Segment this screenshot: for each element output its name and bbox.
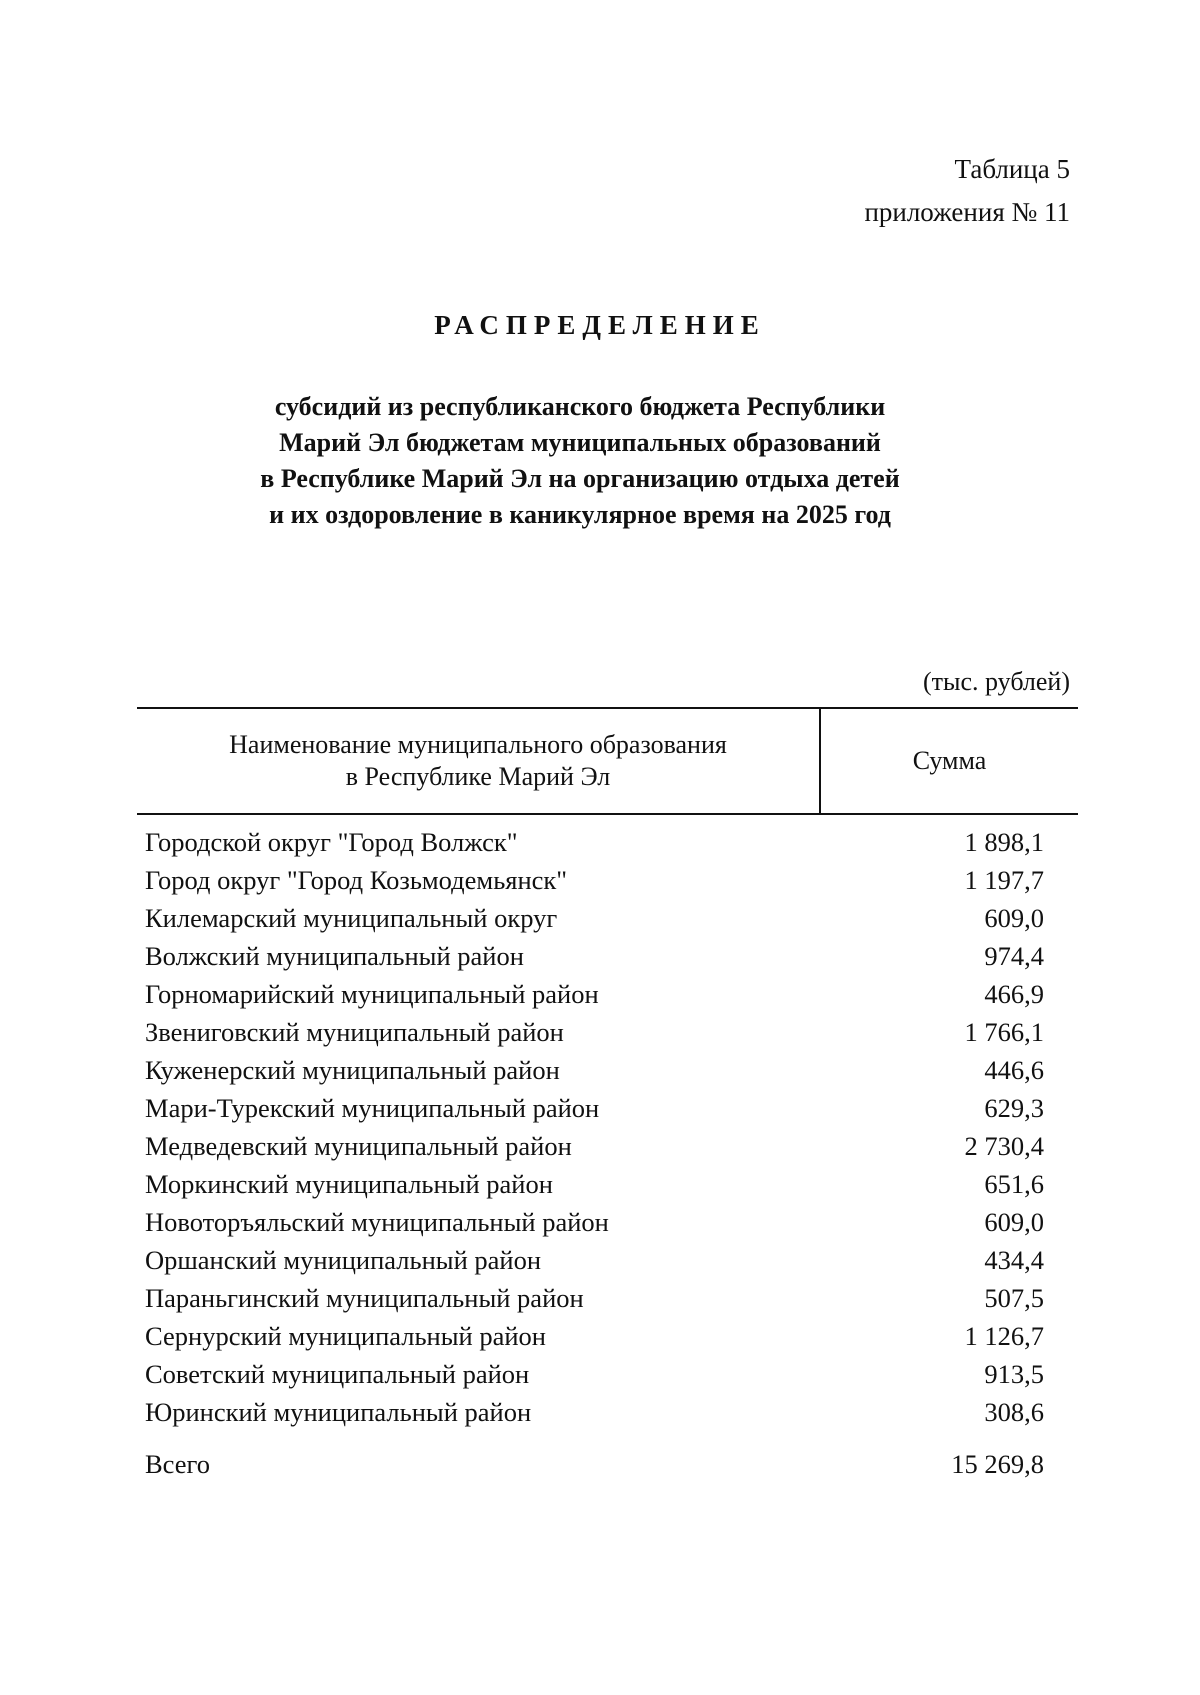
table-row — [137, 975, 1078, 1013]
table-row — [137, 1127, 1078, 1165]
amount-value: 434,4 — [984, 1245, 1044, 1275]
municipality-name: Горномарийский муниципальный район — [145, 979, 599, 1009]
municipality-name: Оршанский муниципальный район — [145, 1245, 542, 1275]
municipality-name: Новоторъяльский муниципальный район — [145, 1207, 609, 1237]
municipality-name: Моркинский муниципальный район — [145, 1169, 553, 1199]
document-title: РАСПРЕДЕЛЕНИЕ — [434, 310, 766, 340]
amount-value: 913,5 — [984, 1359, 1044, 1389]
header-name-line: в Республике Марий Эл — [345, 762, 611, 791]
municipality-name: Город округ "Город Козьмодемьянск" — [145, 865, 568, 895]
amount-value: 629,3 — [984, 1093, 1044, 1123]
municipality-name: Мари-Турекский муниципальный район — [145, 1093, 600, 1123]
table-row — [137, 1317, 1078, 1355]
municipality-name: Килемарский муниципальный округ — [145, 903, 558, 933]
table-row — [137, 823, 1078, 861]
total-value: 15 269,8 — [951, 1449, 1044, 1479]
table-body — [137, 823, 1078, 1483]
table-row — [137, 899, 1078, 937]
units-note: (тыс. рублей) — [922, 667, 1070, 696]
table-row — [137, 1355, 1078, 1393]
subtitle-line: в Республике Марий Эл на организацию отдыха детей — [260, 464, 900, 493]
amount-value: 446,6 — [984, 1055, 1044, 1085]
amount-value: 609,0 — [984, 903, 1044, 933]
header-sum-column: Сумма — [912, 746, 987, 775]
header-name-line: Наименование муниципального образования — [229, 730, 727, 759]
subtitle-line: и их оздоровление в каникулярное время на 2025 год — [269, 500, 891, 529]
municipality-name: Сернурский муниципальный район — [145, 1321, 546, 1351]
document-subtitle — [200, 389, 960, 533]
table-row — [137, 1393, 1078, 1431]
amount-value: 651,6 — [984, 1169, 1044, 1199]
subtitle-line: Марий Эл бюджетам муниципальных образований — [279, 428, 881, 457]
municipality-name: Юринский муниципальный район — [145, 1397, 532, 1427]
amount-value: 609,0 — [984, 1207, 1044, 1237]
table-row — [137, 1279, 1078, 1317]
municipality-name: Звениговский муниципальный район — [145, 1017, 564, 1047]
header-name-column — [137, 709, 821, 813]
annex-table-number: Таблица 5 — [954, 154, 1070, 184]
municipality-name: Куженерский муниципальный район — [145, 1055, 560, 1085]
municipality-name: Городской округ "Город Волжск" — [145, 827, 518, 857]
table-header — [137, 707, 1078, 815]
amount-value: 308,6 — [984, 1397, 1044, 1427]
amount-value: 1 766,1 — [964, 1017, 1044, 1047]
table-row — [137, 937, 1078, 975]
subtitle-line: субсидий из республиканского бюджета Республики — [274, 392, 886, 421]
table-row — [137, 1165, 1078, 1203]
total-row — [137, 1445, 1078, 1483]
table-row — [137, 1051, 1078, 1089]
table-row — [137, 1241, 1078, 1279]
municipality-name: Волжский муниципальный район — [145, 941, 524, 971]
table-row — [137, 1089, 1078, 1127]
annex-reference — [864, 148, 1070, 234]
municipality-name: Медведевский муниципальный район — [145, 1131, 572, 1161]
municipality-name: Советский муниципальный район — [145, 1359, 530, 1389]
table-row — [137, 861, 1078, 899]
distribution-table — [137, 707, 1078, 1483]
amount-value: 1 126,7 — [964, 1321, 1044, 1351]
amount-value: 466,9 — [984, 979, 1044, 1009]
amount-value: 1 898,1 — [964, 827, 1044, 857]
amount-value: 2 730,4 — [964, 1131, 1044, 1161]
total-label: Всего — [145, 1449, 210, 1479]
table-row — [137, 1013, 1078, 1051]
table-row — [137, 1203, 1078, 1241]
amount-value: 1 197,7 — [964, 865, 1044, 895]
amount-value: 507,5 — [984, 1283, 1044, 1313]
municipality-name: Параньгинский муниципальный район — [145, 1283, 584, 1313]
amount-value: 974,4 — [984, 941, 1044, 971]
annex-appendix-number: приложения № 11 — [864, 197, 1070, 227]
